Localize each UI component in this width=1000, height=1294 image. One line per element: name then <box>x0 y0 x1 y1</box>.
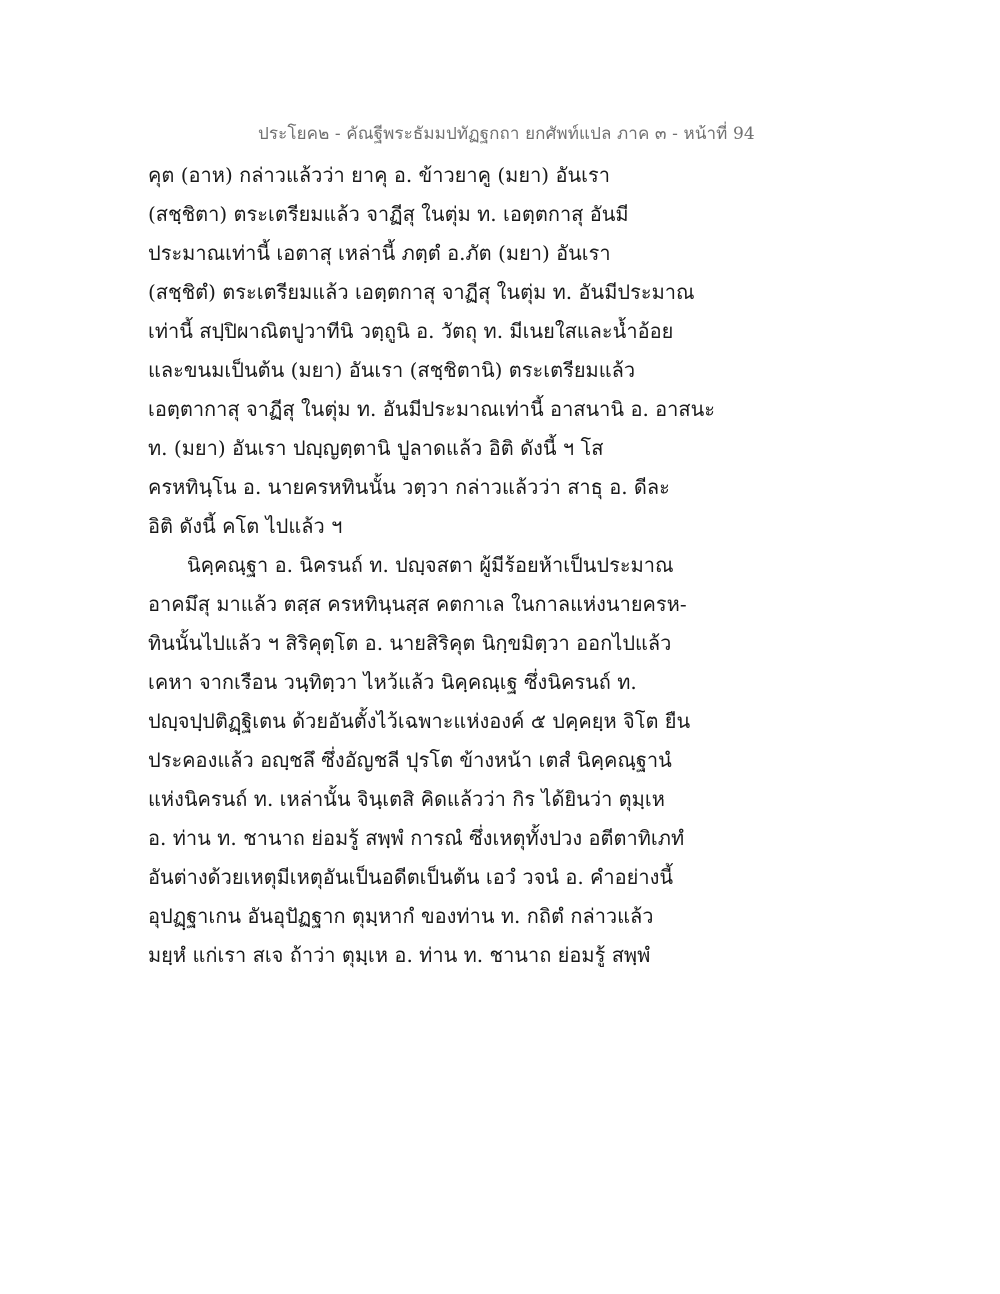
text-line: มยฺหํ แก่เรา สเจ ถ้าว่า ตุมฺเห อ. ท่าน ท. ชานาถ ย่อมรู้ สพฺพํ <box>148 943 651 967</box>
text-line: (สชฺชิตา) ตระเตรียมแล้ว จาฏีสุ ในตุ่ม ท. เอตฺตกาสุ อันมี <box>148 202 629 226</box>
text-line: (สชฺชิตํ) ตระเตรียมแล้ว เอตฺตกาสุ จาฏีสุ ในตุ่ม ท. อันมีประมาณ <box>148 280 695 304</box>
body-text <box>148 156 716 975</box>
text-line: ครหทินฺโน อ. นายครหทินนั้น วตฺวา กล่าวแล้วว่า สาธุ อ. ดีละ <box>148 475 670 499</box>
text-line: เคหา จากเรือน วนฺทิตฺวา ไหว้แล้ว นิคฺคณฺเฐ ซึ่งนิครนถ์ ท. <box>148 670 637 694</box>
text-line: อุปฏฺฐาเกน อันอุปัฏฐาก ตุมฺหากํ ของท่าน ท. กถิตํ กล่าวแล้ว <box>148 904 654 928</box>
text-line: ทินนั้นไปแล้ว ฯ สิริคุตฺโต อ. นายสิริคุต นิกฺขมิตฺวา ออกไปแล้ว <box>148 631 672 655</box>
paragraph-start-line: นิคฺคณฺฐา อ. นิครนถ์ ท. ปญฺจสตา ผู้มีร้อยห้าเป็นประมาณ <box>187 553 674 577</box>
text-line: คุต (อาห) กล่าวแล้วว่า ยาคุ อ. ข้าวยาคู (มยา) อันเรา <box>148 163 610 187</box>
text-line: แห่งนิครนถ์ ท. เหล่านั้น จินฺเตสิ คิดแล้วว่า กิร ได้ยินว่า ตุมฺเห <box>148 787 665 811</box>
text-line: เท่านี้ สปฺปิผาณิตปูวาทีนิ วตฺถูนิ อ. วัตถุ ท. มีเนยใสและน้ำอ้อย <box>148 319 674 343</box>
text-line: ประมาณเท่านี้ เอตาสุ เหล่านี้ ภตฺตํ อ.ภัต (มยา) อันเรา <box>148 241 611 265</box>
text-line: ประคองแล้ว อญฺชลึ ซึ่งอัญชลี ปุรโต ข้างหน้า เตสํ นิคฺคณฺฐานํ <box>148 748 672 772</box>
text-line: อันต่างด้วยเหตุมีเหตุอันเป็นอดีตเป็นต้น เอวํ วจนํ อ. คำอย่างนี้ <box>148 865 674 889</box>
text-line: เอตฺตากาสุ จาฏีสุ ในตุ่ม ท. อันมีประมาณเท่านี้ อาสนานิ อ. อาสนะ <box>148 397 716 421</box>
text-line: ท. (มยา) อันเรา ปญฺญตฺตานิ ปูลาดแล้ว อิติ ดังนี้ ฯ โส <box>148 436 604 460</box>
text-line: อ. ท่าน ท. ชานาถ ย่อมรู้ สพฺพํ การณํ ซึ่งเหตุทั้งปวง อตีตาทิเภทํ <box>148 826 685 850</box>
running-header: ประโยค๒ - คัณฐีพระธัมมปทัฏฐกถา ยกศัพท์แปล ภาค ๓ - หน้าที่ 94 <box>258 124 755 144</box>
text-line: อิติ ดังนี้ คโต ไปแล้ว ฯ <box>148 514 343 538</box>
text-line: อาคมึสุ มาแล้ว ตสฺส ครหทินฺนสฺส คตกาเล ในกาลแห่งนายครห- <box>148 592 687 616</box>
text-line: และขนมเป็นต้น (มยา) อันเรา (สชฺชิตานิ) ตระเตรียมแล้ว <box>148 358 636 382</box>
text-line: ปญฺจปฺปติฏฺฐิเตน ด้วยอันตั้งไว้เฉพาะแห่งองค์ ๕ ปคฺคยฺห จิโต ยืน <box>148 709 691 733</box>
